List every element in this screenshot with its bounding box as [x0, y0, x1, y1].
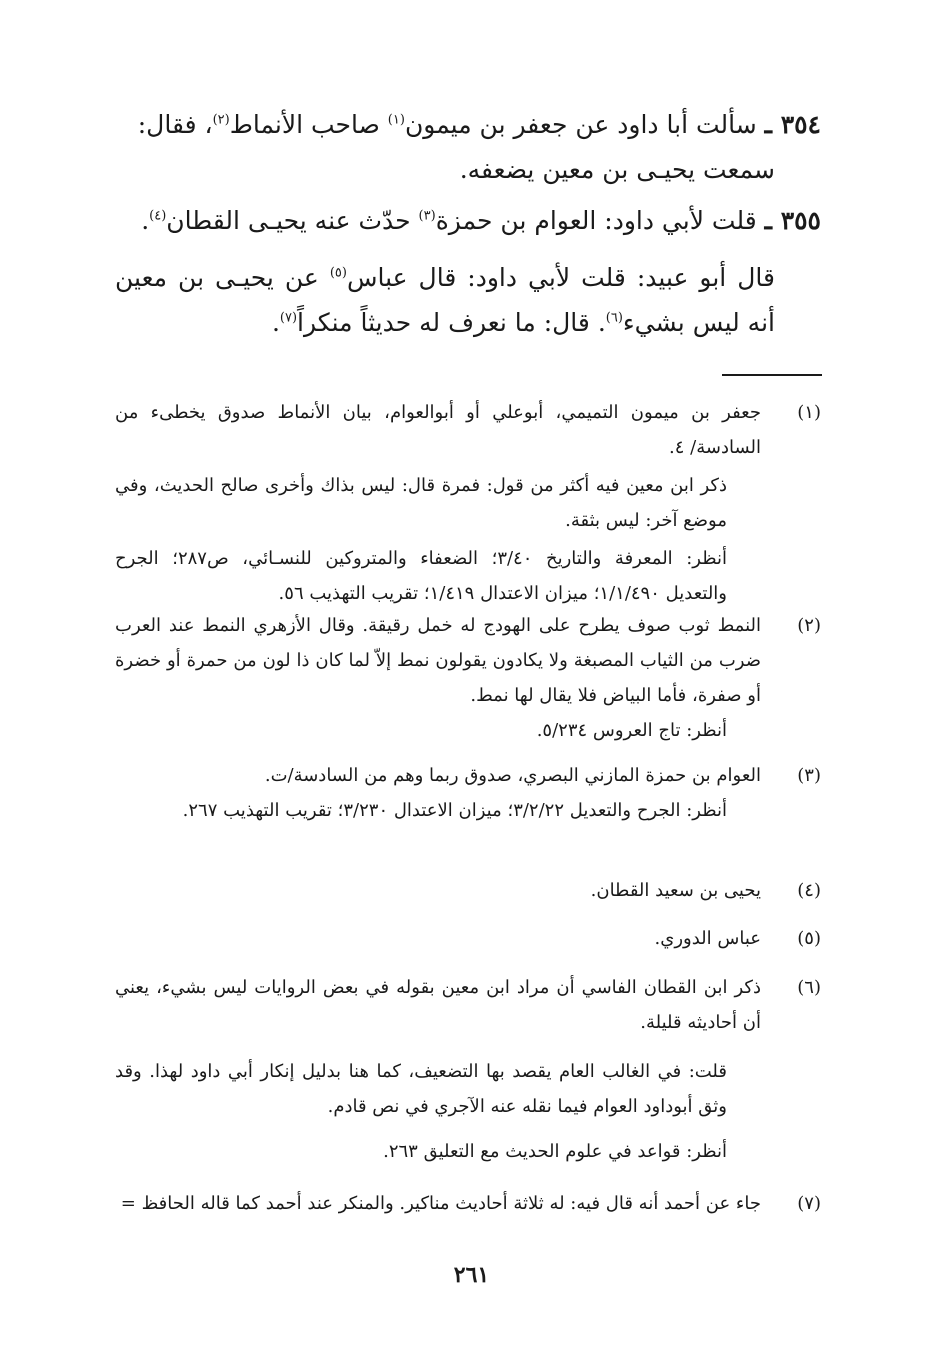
entry-text: سألت أبا داود عن جعفر بن ميمون — [404, 110, 757, 139]
entry-text: حدّث عنه يحيـى القطان — [166, 206, 419, 235]
footnote-2 — [115, 608, 821, 748]
footnote-text: ذكر ابن معين فيه أكثر من قول: فمرة قال: ليس بذاك وأخرى صالح الحديث، وفي موضع آخر: ليس بثقة. — [115, 475, 727, 531]
entry-text: . قال: ما نعرف له حديثاً منكراً — [297, 308, 606, 337]
footnote-number: (٣) — [797, 765, 821, 786]
footnote-text: عباس الدوري. — [654, 928, 761, 949]
entry-text: قال أبو عبيد: قلت لأبي داود: قال عباس — [346, 263, 775, 292]
entry-text: قلت لأبي داود: العوام بن حمزة — [435, 206, 757, 235]
footnote-text: قلت: في الغالب العام يقصد بها التضعيف، كما هنا بدليل إنكار أبي داود لهذا. وقد وثق أبوداود العوام فيما نقله عنه الآجري في نص قادم. — [115, 1061, 727, 1117]
footnote-text: النمط ثوب صوف يطرح على الهودج له خمل رقيقة. وقال الأزهري النمط عند العرب ضرب من الثياب المصبغة ولا يكادون يقولون نمط إلاّ لما كان ذا لون من حمرة أو خضرة أو صفرة، فأما البياض فلا يقال لها نمط. — [115, 615, 761, 706]
entry-355 — [115, 198, 821, 345]
footnote-text: أنظر: الجرح والتعديل ٣/٢/٢٢؛ ميزان الاعتدال ٣/٢٣٠؛ تقريب التهذيب ٢٦٧. — [182, 800, 727, 821]
footnote-ref: (٦) — [605, 310, 623, 326]
footnote-ref: (٧) — [279, 310, 298, 326]
entry-text: . — [141, 206, 150, 235]
footnote-7 — [115, 1186, 821, 1221]
footnote-text: يحيى بن سعيد القطان. — [590, 880, 761, 901]
footnote-4 — [115, 873, 821, 908]
footnote-number: (٥) — [797, 928, 821, 949]
footnote-text: جعفر بن ميمون التميمي، أبوعلي أو أبوالعوام، بيان الأنماط صدوق يخطىء من السادسة/ ٤. — [115, 402, 761, 458]
footnote-ref: (٥) — [329, 265, 347, 281]
footnote-5 — [115, 921, 821, 956]
footnote-3 — [115, 758, 821, 828]
footnote-ref: (٤) — [149, 208, 167, 224]
footnote-1 — [115, 395, 821, 611]
footnote-6 — [115, 970, 821, 1169]
footnote-number: (١) — [797, 402, 821, 423]
footnote-text: ذكر ابن القطان الفاسي أن مراد ابن معين بقوله في بعض الروايات ليس بشيء، يعني أن أحاديثه قليلة. — [115, 977, 761, 1033]
entry-number: ٣٥٥ ـ — [764, 206, 821, 235]
footnote-text: جاء عن أحمد أنه قال فيه: له ثلاثة أحاديث مناكير. والمنكر عند أحمد كما قاله الحافظ = — [120, 1193, 761, 1214]
entry-354 — [115, 102, 821, 192]
entry-text: عن يحيـى بن معين أنه ليس بشيء — [115, 263, 775, 337]
footnote-number: (٧) — [797, 1193, 821, 1214]
footnote-number: (٤) — [797, 880, 821, 901]
footnote-number: (٢) — [797, 615, 821, 636]
footnote-separator — [722, 374, 822, 376]
footnote-text: أنظر: تاج العروس ٥/٢٣٤. — [536, 720, 727, 741]
entry-text: سمعت يحيـى بن معين يضعفه. — [459, 155, 775, 184]
footnote-text: العوام بن حمزة المازني البصري، صدوق ربما وهم من السادسة/ت. — [264, 765, 761, 786]
footnote-number: (٦) — [797, 977, 821, 998]
page-number: ٢٦١ — [453, 1262, 490, 1288]
entry-number: ٣٥٤ ـ — [764, 110, 821, 139]
entry-text: ، فقال: — [137, 110, 213, 139]
footnote-ref: (٣) — [418, 208, 436, 224]
footnote-text: أنظر: قواعد في علوم الحديث مع التعليق ٢٦٣. — [383, 1141, 727, 1162]
entry-text: . — [271, 308, 280, 337]
footnote-text: أنظر: المعرفة والتاريخ ٣/٤٠؛ الضعفاء والمتروكين للنسـائي، ص٢٨٧؛ الجرح والتعديل ١/١/٤٩٠؛ ميزان الاعتدال ١/٤١٩؛ تقريب التهذيب ٥٦. — [115, 548, 727, 604]
entry-text: صاحب الأنماط — [229, 110, 388, 139]
footnote-ref: (١) — [387, 112, 405, 128]
footnote-ref: (٢) — [212, 112, 230, 128]
